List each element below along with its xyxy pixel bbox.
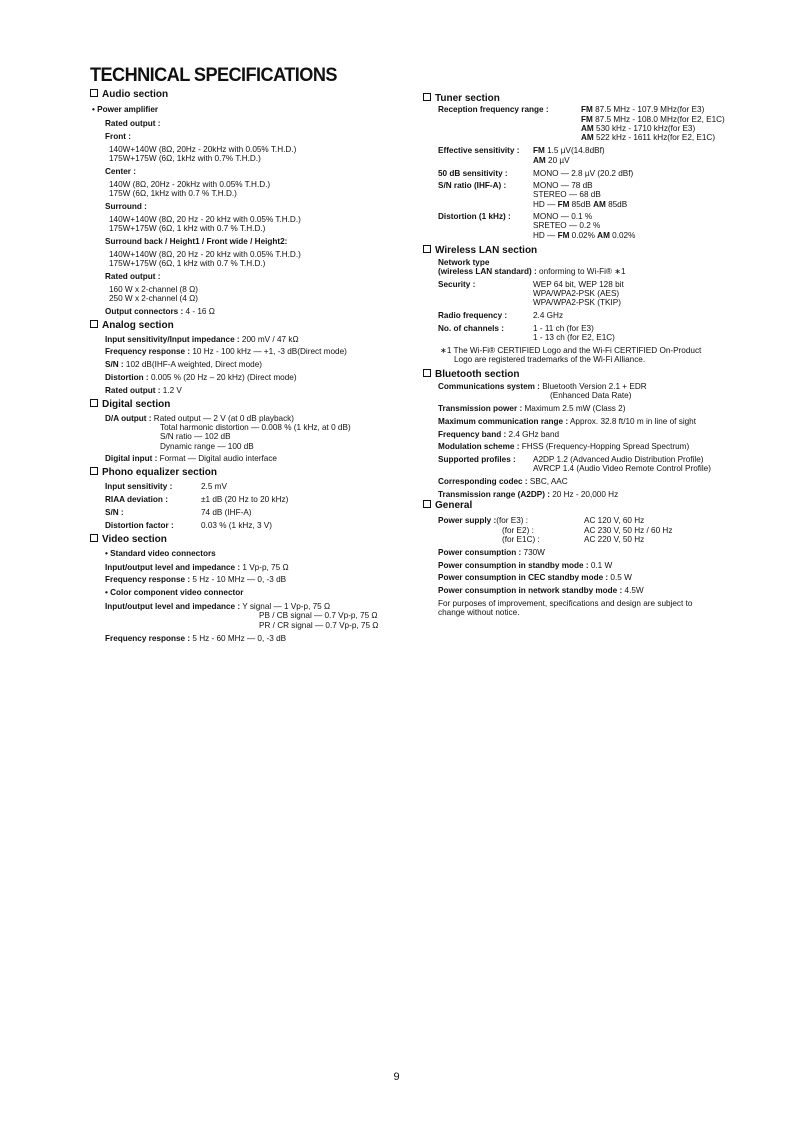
video-section-heading: Video section	[90, 534, 167, 546]
power-supply-label: Power supply :(for E3) :	[438, 516, 529, 525]
wifi-footnote: ∗1 The Wi-Fi® CERTIFIED Logo and the Wi-Fi CERTIFIED On-Product	[440, 346, 702, 355]
rated-output-label: Rated output :	[105, 119, 161, 128]
power-supply-region: (for E1C) :	[502, 535, 540, 544]
surround-back-label: Surround back / Height1 / Front wide / Height2:	[105, 237, 288, 246]
wifi-footnote-cont: Logo are registered trademarks of the Wi-Fi Alliance.	[454, 355, 646, 364]
page-title: TECHNICAL SPECIFICATIONS	[90, 64, 337, 86]
security-label: Security :	[438, 280, 476, 289]
front-spec-2: 175W+175W (6Ω, 1kHz with 0.7% T.H.D.)	[109, 154, 261, 163]
sn-ratio-mono: MONO — 78 dB	[533, 181, 593, 190]
notice-text-cont: change without notice.	[438, 608, 520, 617]
front-label: Front :	[105, 132, 131, 141]
sn-ratio-hd: HD — FM 85dB AM 85dB	[533, 200, 628, 209]
reception-range-1: FM 87.5 MHz - 107.9 MHz(for E3)	[581, 105, 705, 114]
reception-range-4: AM 522 kHz - 1611 kHz(for E2, E1C)	[581, 133, 716, 142]
effective-sensitivity-am: AM 20 µV	[533, 156, 570, 165]
checkbox-bullet-icon	[90, 467, 98, 475]
phono-section-heading: Phono equalizer section	[90, 467, 217, 479]
video-pb-signal: PB / CB signal — 0.7 Vp-p, 75 Ω	[259, 611, 378, 620]
digital-input-row: Digital input : Format — Digital audio interface	[105, 454, 277, 463]
digital-section-heading: Digital section	[90, 399, 170, 411]
checkbox-bullet-icon	[423, 93, 431, 101]
phono-value: ±1 dB (20 Hz to 20 kHz)	[201, 495, 289, 504]
da-output-row: D/A output : Rated output — 2 V (at 0 dB playback)	[105, 414, 294, 423]
effective-sensitivity-fm: FM 1.5 µV(14.8dBf)	[533, 146, 605, 155]
notice-text: For purposes of improvement, specifications and design are subject to	[438, 599, 693, 608]
network-type-label: Network type	[438, 258, 490, 267]
component-video-label: • Color component video connector	[105, 588, 244, 597]
video-io-row-2: Input/output level and impedance : Y signal — 1 Vp-p, 75 Ω	[105, 602, 331, 611]
checkbox-bullet-icon	[90, 399, 98, 407]
phono-value: 0.03 % (1 kHz, 3 V)	[201, 521, 272, 530]
analog-row-4: Distortion : 0.005 % (20 Hz – 20 kHz) (Direct mode)	[105, 373, 297, 382]
surround-spec-2: 175W+175W (6Ω, 1 kHz with 0.7 % T.H.D.)	[109, 224, 266, 233]
channels-label: No. of channels :	[438, 324, 504, 333]
channels-value-2: 1 - 13 ch (for E2, E1C)	[533, 333, 615, 342]
phono-row: S/N :	[105, 508, 124, 517]
channels-value-1: 1 - 11 ch (for E3)	[533, 324, 594, 333]
phono-row: RIAA deviation :	[105, 495, 168, 504]
checkbox-bullet-icon	[423, 500, 431, 508]
checkbox-bullet-icon	[90, 320, 98, 328]
reception-range-2: FM 87.5 MHz - 108.0 MHz(for E2, E1C)	[581, 115, 725, 124]
profile-a2dp: A2DP 1.2 (Advanced Audio Distribution Profile)	[533, 455, 704, 464]
analog-section-heading: Analog section	[90, 320, 174, 332]
output-connectors-row: Output connectors : 4 - 16 Ω	[105, 307, 215, 316]
power-consumption-row: Power consumption : 730W	[438, 548, 545, 557]
checkbox-bullet-icon	[90, 534, 98, 542]
network-type-row: (wireless LAN standard) : onforming to Wi-Fi® ∗1	[438, 267, 626, 276]
video-pr-signal: PR / CR signal — 0.7 Vp-p, 75 Ω	[259, 621, 379, 630]
radio-frequency-label: Radio frequency :	[438, 311, 508, 320]
power-supply-region: (for E2) :	[502, 526, 534, 535]
checkbox-bullet-icon	[423, 369, 431, 377]
network-standby-consumption-row: Power consumption in network standby mode : 4.5W	[438, 586, 644, 595]
phono-value: 74 dB (IHF-A)	[201, 508, 252, 517]
surround-back-spec-2: 175W+175W (6Ω, 1 kHz with 0.7 % T.H.D.)	[109, 259, 266, 268]
da-output-dynamic-range: Dynamic range — 100 dB	[160, 442, 254, 451]
sn-ratio-label: S/N ratio (IHF-A) :	[438, 181, 507, 190]
comm-system-row: Communications system : Bluetooth Version 2.1 + EDR	[438, 382, 647, 391]
center-spec-2: 175W (6Ω, 1kHz with 0.7 % T.H.D.)	[109, 189, 237, 198]
phono-value: 2.5 mV	[201, 482, 227, 491]
center-spec-1: 140W (8Ω, 20Hz - 20kHz with 0.05% T.H.D.)	[109, 180, 271, 189]
distortion-label: Distortion (1 kHz) :	[438, 212, 511, 221]
modulation-row: Modulation scheme : FHSS (Frequency-Hopping Spread Spectrum)	[438, 442, 690, 451]
standby-consumption-row: Power consumption in standby mode : 0.1 W	[438, 561, 613, 570]
analog-row-2: Frequency response : 10 Hz - 100 kHz — +1, -3 dB(Direct mode)	[105, 347, 347, 356]
power-supply-value: AC 230 V, 50 Hz / 60 Hz	[584, 526, 673, 535]
video-io-row-1: Input/output level and impedance : 1 Vp-p, 75 Ω	[105, 563, 289, 572]
profile-avrcp: AVRCP 1.4 (Audio Video Remote Control Profile)	[533, 464, 711, 473]
phono-row: Input sensitivity :	[105, 482, 173, 491]
tuner-section-heading: Tuner section	[423, 93, 500, 105]
checkbox-bullet-icon	[90, 89, 98, 97]
bluetooth-section-heading: Bluetooth section	[423, 369, 519, 381]
security-value-2: WPA/WPA2-PSK (AES)	[533, 289, 620, 298]
video-freq-row-1: Frequency response : 5 Hz - 10 MHz — 0, -3 dB	[105, 575, 287, 584]
analog-row-1: Input sensitivity/Input impedance : 200 mV / 47 kΩ	[105, 335, 299, 344]
sensitivity-50db-label: 50 dB sensitivity :	[438, 169, 508, 178]
distortion-mono: MONO — 0.1 %	[533, 212, 593, 221]
da-output-sn: S/N ratio — 102 dB	[160, 432, 231, 441]
surround-spec-1: 140W+140W (8Ω, 20 Hz - 20 kHz with 0.05% T.H.D.)	[109, 215, 301, 224]
distortion-hd: HD — FM 0.02% AM 0.02%	[533, 231, 636, 240]
front-spec-1: 140W+140W (8Ω, 20Hz - 20kHz with 0.05% T.H.D.)	[109, 145, 297, 154]
max-range-row: Maximum communication range : Approx. 32.8 ft/10 m in line of sight	[438, 417, 697, 426]
analog-row-3: S/N : 102 dB(IHF-A weighted, Direct mode)	[105, 360, 262, 369]
audio-section-heading: Audio section	[90, 89, 168, 101]
sensitivity-50db-value: MONO — 2.8 µV (20.2 dBf)	[533, 169, 634, 178]
surround-back-spec-1: 140W+140W (8Ω, 20 Hz - 20 kHz with 0.05% T.H.D.)	[109, 250, 301, 259]
frequency-band-row: Frequency band : 2.4 GHz band	[438, 430, 560, 439]
power-amplifier-label: • Power amplifier	[92, 105, 159, 114]
cec-standby-consumption-row: Power consumption in CEC standby mode : 0.5 W	[438, 573, 632, 582]
power-supply-value: AC 220 V, 50 Hz	[584, 535, 645, 544]
standard-video-connectors-label: • Standard video connectors	[105, 549, 216, 558]
reception-range-label: Reception frequency range :	[438, 105, 549, 114]
transmission-range-row: Transmission range (A2DP) : 20 Hz - 20,000 Hz	[438, 490, 619, 499]
comm-system-cont: (Enhanced Data Rate)	[550, 391, 632, 400]
reception-range-3: AM 530 kHz - 1710 kHz(for E3)	[581, 124, 696, 133]
profiles-label: Supported profiles :	[438, 455, 516, 464]
rated-output-spec-2: 250 W x 2-channel (4 Ω)	[109, 294, 198, 303]
phono-row: Distortion factor :	[105, 521, 174, 530]
effective-sensitivity-label: Effective sensitivity :	[438, 146, 520, 155]
security-value-1: WEP 64 bit, WEP 128 bit	[533, 280, 624, 289]
analog-row-5: Rated output : 1.2 V	[105, 386, 182, 395]
sn-ratio-stereo: STEREO — 68 dB	[533, 190, 601, 199]
checkbox-bullet-icon	[423, 245, 431, 253]
rated-output-spec-1: 160 W x 2-channel (8 Ω)	[109, 285, 198, 294]
surround-label: Surround :	[105, 202, 147, 211]
distortion-stereo: SRETEO — 0.2 %	[533, 221, 601, 230]
wlan-section-heading: Wireless LAN section	[423, 245, 537, 257]
codec-row: Corresponding codec : SBC, AAC	[438, 477, 568, 486]
radio-frequency-value: 2.4 GHz	[533, 311, 564, 320]
power-supply-value: AC 120 V, 60 Hz	[584, 516, 645, 525]
rated-output-2-label: Rated output :	[105, 272, 161, 281]
security-value-3: WPA/WPA2-PSK (TKIP)	[533, 298, 621, 307]
page-number: 9	[393, 1071, 400, 1083]
da-output-thd: Total harmonic distortion — 0.008 % (1 kHz, at 0 dB)	[160, 423, 351, 432]
video-freq-row-2: Frequency response : 5 Hz - 60 MHz — 0, -3 dB	[105, 634, 287, 643]
transmission-power-row: Transmission power : Maximum 2.5 mW (Class 2)	[438, 404, 626, 413]
center-label: Center :	[105, 167, 136, 176]
general-section-heading: General	[423, 500, 472, 512]
